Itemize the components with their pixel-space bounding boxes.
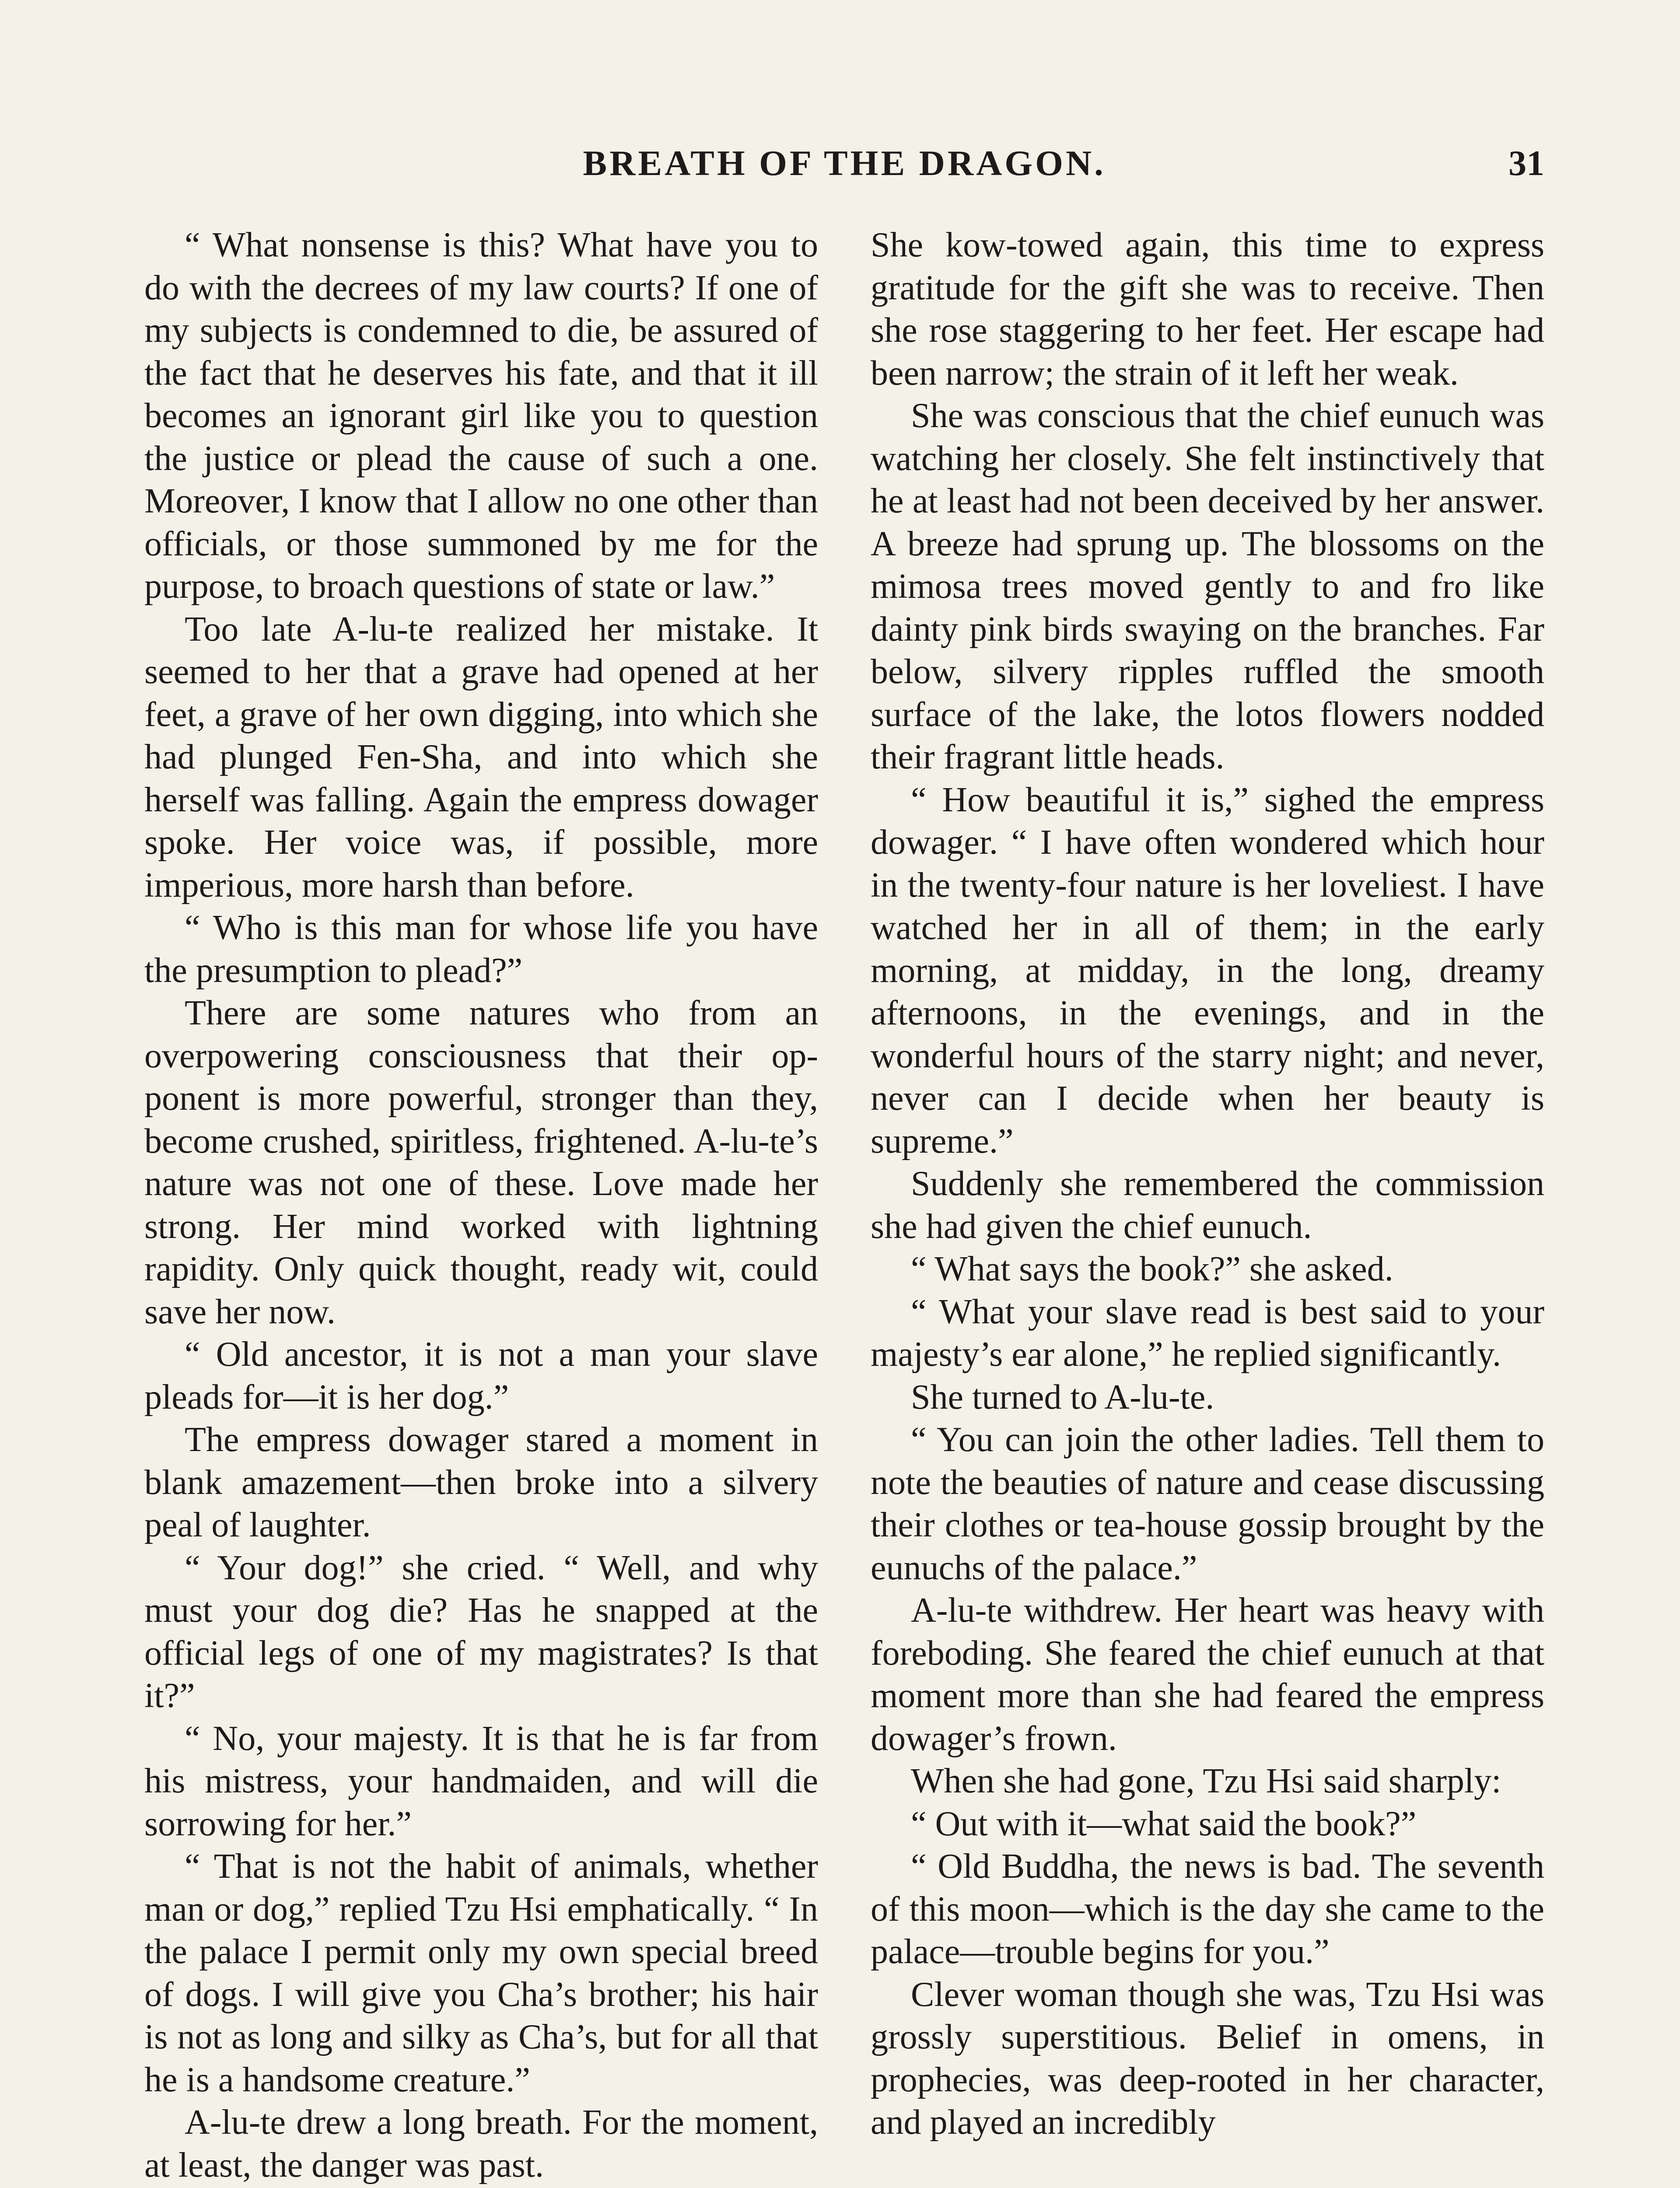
paragraph: “ What your slave read is best said to your majesty’s ear alone,” he replied significantly. bbox=[871, 1292, 1544, 1374]
left-column bbox=[144, 224, 818, 2188]
page-number: 31 bbox=[1508, 143, 1544, 183]
page-header bbox=[144, 139, 1544, 187]
paragraph: “ Out with it—what said the book?” bbox=[911, 1804, 1417, 1843]
running-title: BREATH OF THE DRAGON. bbox=[583, 143, 1106, 183]
right-column bbox=[871, 224, 1544, 2188]
paragraph: “ How beautiful it is,” sighed the empress dowager. “ I have often wondered which hour in the twenty-four nature is her loveliest. I have watched her in all of them; in the early morning, at midday, in the long, dreamy afternoons, in the evenings, and in the wonderful hours of the starry night; and never, never can I decide when her beauty is supreme.” bbox=[871, 780, 1544, 1161]
paragraph: “ You can join the other ladies. Tell them to note the beauties of nature and cease discussing their clothes or tea-house gossip brought by the eunuchs of the palace.” bbox=[871, 1420, 1544, 1587]
paragraph: Clever woman though she was, Tzu Hsi was grossly superstitious. Belief in omens, in prophecies, was deep-rooted in her character, and played an incredibly bbox=[871, 1975, 1544, 2142]
paragraph: She turned to A-lu-te. bbox=[911, 1378, 1214, 1417]
paragraph: “ Old ancestor, it is not a man your slave pleads for—it is her dog.” bbox=[144, 1335, 818, 1417]
paragraph: “ What nonsense is this? What have you to do with the decrees of my law courts? If one of my subjects is condemned to die, be assured of the fact that he deserves his fate, and that it ill becomes an ignorant girl like you to question the justice or plead the cause of such a one. Moreover, I know that I allow no one other than officials, or those summoned by me for the purpose, to broach questions of state or law.” bbox=[144, 226, 818, 606]
paragraph: She kow-towed again, this time to express gratitude for the gift she was to receive. Then she rose staggering to her feet. Her escape had been narrow; the strain of it left her weak. bbox=[871, 226, 1544, 393]
paragraph: A-lu-te drew a long breath. For the moment, at least, the danger was past. bbox=[144, 2103, 818, 2184]
paragraph: “ Who is this man for whose life you have the presumption to plead?” bbox=[144, 908, 818, 990]
paragraph: There are some natures who from an overpowering consciousness that their opponent is more powerful, stronger than they, become crushed, spiritless, frightened. A-lu-te’s nature was not one of these. Love made her strong. Her mind worked with lightning rapidity. Only quick thought, ready wit, could save her now. bbox=[144, 994, 818, 1331]
paragraph: “ That is not the habit of animals, whether man or dog,” replied Tzu Hsi emphatically. “ In the palace I permit only my own special breed of dogs. I will give you Cha’s brother; his hair is not as long and silky as Cha’s, but for all that he is a handsome creature.” bbox=[144, 1847, 818, 2099]
paragraph: “ What says the book?” she asked. bbox=[911, 1250, 1393, 1288]
paragraph: She was conscious that the chief eunuch was watching her closely. She felt instinctively that he at least had not been deceived by her answer. A breeze had sprung up. The blossoms on the mimosa trees moved gently to and fro like dainty pink birds swaying on the branches. Far below, silvery ripples ruffled the smooth surface of the lake, the lotos flowers nodded their fragrant little heads. bbox=[871, 396, 1544, 776]
paragraph: “ Old Buddha, the news is bad. The seventh of this moon—which is the day she came to the palace—trouble begins for you.” bbox=[871, 1847, 1544, 1971]
paragraph: A-lu-te withdrew. Her heart was heavy with foreboding. She feared the chief eunuch at that moment more than she had feared the empress dowager’s frown. bbox=[871, 1591, 1544, 1758]
paragraph: “ No, your majesty. It is that he is far from his mistress, your handmaiden, and will die sorrowing for her.” bbox=[144, 1719, 818, 1843]
paragraph: Suddenly she remembered the commission she had given the chief eunuch. bbox=[871, 1164, 1544, 1246]
text-body bbox=[144, 224, 1544, 2188]
paragraph: Too late A-lu-te realized her mistake. It seemed to her that a grave had opened at her feet, a grave of her own digging, into which she had plunged Fen-Sha, and into which she herself was falling. Again the empress dowager spoke. Her voice was, if possible, more imperious, more harsh than before. bbox=[144, 610, 818, 905]
paragraph: When she had gone, Tzu Hsi said sharply: bbox=[911, 1762, 1502, 1800]
paragraph: The empress dowager stared a moment in blank amazement—then broke into a silvery peal of laughter. bbox=[144, 1420, 818, 1544]
paragraph: “ Your dog!” she cried. “ Well, and why must your dog die? Has he snapped at the official legs of one of my magistrates? Is that it?” bbox=[144, 1548, 818, 1715]
